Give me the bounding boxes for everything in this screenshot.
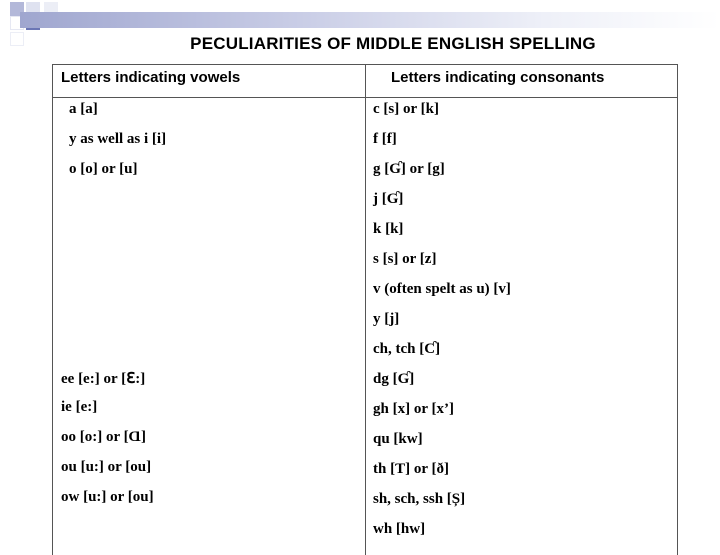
header-vowels: Letters indicating vowels xyxy=(61,69,241,86)
header-consonants: Letters indicating consonants xyxy=(391,69,605,86)
consonant-item: wh [hw] xyxy=(373,521,426,537)
consonant-item: qu [kw] xyxy=(373,431,423,447)
consonant-item: y [j] xyxy=(373,311,400,327)
vowel-item: ie [e:] xyxy=(61,399,98,415)
consonant-item: dg [Ɠ] xyxy=(373,371,415,387)
vowel-item: ou [u:] or [ou] xyxy=(61,459,152,475)
consonant-item: th [Ƭ] or [ð] xyxy=(373,461,449,477)
consonant-item: j [Ɠ] xyxy=(373,191,404,207)
column-divider xyxy=(365,65,366,555)
decor-bar xyxy=(20,12,720,28)
vowel-item: a [a] xyxy=(69,101,98,117)
vowel-item: ow [u:] or [ou] xyxy=(61,489,154,505)
consonant-item: ch, tch [Ƈ] xyxy=(373,341,441,357)
consonant-item: c [s] or [k] xyxy=(373,101,439,117)
vowel-item: y as well as i [i] xyxy=(69,131,167,147)
consonant-item: gh [x] or [x’] xyxy=(373,401,454,417)
page-title: PECULIARITIES OF MIDDLE ENGLISH SPELLING xyxy=(190,34,596,53)
vowel-item: ee [e:] or [ℇ:] xyxy=(61,371,146,387)
consonant-item: f [f] xyxy=(373,131,397,147)
vowel-item: oo [o:] or [Ɑ] xyxy=(61,429,146,445)
consonant-item: k [k] xyxy=(373,221,404,237)
spelling-table xyxy=(52,64,678,555)
consonant-item: g [Ɠ] or [g] xyxy=(373,161,445,177)
consonant-item: sh, sch, ssh [Ș] xyxy=(373,491,466,507)
vowel-item: o [o] or [u] xyxy=(69,161,138,177)
consonant-item: v (often spelt as u) [v] xyxy=(373,281,511,297)
consonant-item: s [s] or [z] xyxy=(373,251,437,267)
